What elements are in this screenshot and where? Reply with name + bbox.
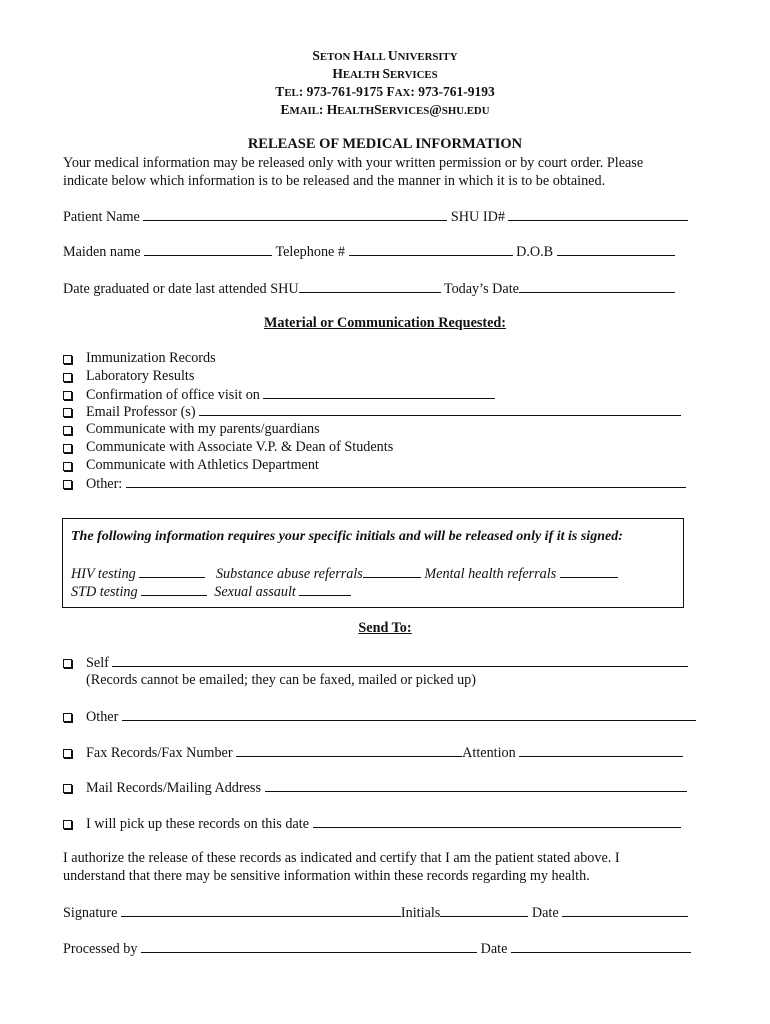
other-material-label: Other: bbox=[86, 476, 123, 492]
pickup-row bbox=[86, 815, 681, 833]
self-label: Self bbox=[86, 655, 109, 671]
date-graduated-label: Date graduated or date last attended SHU bbox=[63, 281, 299, 297]
substance-label: Substance abuse referrals bbox=[215, 566, 363, 582]
patient-name-label: Patient Name bbox=[63, 209, 140, 225]
laboratory-checkbox[interactable] bbox=[63, 373, 72, 382]
hiv-label: HIV testing bbox=[71, 566, 136, 582]
signature-date-label: Date bbox=[531, 905, 559, 921]
mail-label: Mail Records/Mailing Address bbox=[86, 780, 261, 796]
attention-field[interactable] bbox=[519, 744, 683, 757]
sensitive-row-1 bbox=[71, 565, 618, 583]
mail-checkbox[interactable] bbox=[63, 784, 72, 793]
sensitive-heading: The following information requires your specific initials and will be released only if it is signed: bbox=[71, 529, 623, 544]
processed-date-label: Date bbox=[480, 941, 508, 957]
pickup-checkbox[interactable] bbox=[63, 820, 72, 829]
pickup-label: I will pick up these records on this date bbox=[86, 816, 310, 832]
mental-initials-field[interactable] bbox=[560, 565, 618, 578]
telephone-label: Telephone # bbox=[275, 244, 345, 260]
maiden-name-label: Maiden name bbox=[63, 244, 141, 260]
fax-label: Fax Records/Fax Number bbox=[86, 745, 233, 761]
parents-checkbox[interactable] bbox=[63, 426, 72, 435]
self-checkbox[interactable] bbox=[63, 659, 72, 668]
other-recipient-field[interactable] bbox=[122, 708, 696, 721]
other-recipient-label: Other bbox=[86, 709, 119, 725]
fax-number-field[interactable] bbox=[236, 744, 462, 757]
email-professor-checkbox[interactable] bbox=[63, 408, 72, 417]
maiden-name-row bbox=[63, 243, 675, 261]
authorization-line-2: understand that there may be sensitive information within these records regarding my health. bbox=[63, 868, 590, 884]
hiv-initials-field[interactable] bbox=[139, 565, 205, 578]
patient-name-row bbox=[63, 208, 688, 226]
office-visit-checkbox[interactable] bbox=[63, 391, 72, 400]
shu-id-label: SHU ID# bbox=[450, 209, 505, 225]
maiden-name-field[interactable] bbox=[144, 243, 272, 256]
processed-row bbox=[63, 940, 691, 958]
fax-row bbox=[86, 744, 683, 762]
telephone-field[interactable] bbox=[349, 243, 513, 256]
todays-date-label: Today’s Date bbox=[443, 281, 519, 297]
signature-row bbox=[63, 904, 688, 922]
laboratory-label: Laboratory Results bbox=[86, 368, 195, 384]
mental-label: Mental health referrals bbox=[424, 566, 557, 582]
intro-line-2: indicate below which information is to be released and the manner in which it is to be obtained. bbox=[63, 173, 606, 189]
immunization-checkbox[interactable] bbox=[63, 355, 72, 364]
parents-label: Communicate with my parents/guardians bbox=[86, 421, 320, 437]
office-visit-label: Confirmation of office visit on bbox=[86, 387, 260, 403]
fax-checkbox[interactable] bbox=[63, 749, 72, 758]
email-professor-label: Email Professor (s) bbox=[86, 404, 196, 420]
signature-field[interactable] bbox=[121, 904, 401, 917]
assault-label: Sexual assault bbox=[214, 584, 296, 600]
org-name: SETON HALL UNIVERSITY bbox=[312, 48, 458, 63]
other-material-row bbox=[86, 475, 686, 493]
signature-label: Signature bbox=[63, 905, 118, 921]
sensitive-row-2 bbox=[71, 583, 351, 601]
email-professor-row bbox=[86, 403, 681, 421]
dob-field[interactable] bbox=[557, 243, 675, 256]
dean-checkbox[interactable] bbox=[63, 444, 72, 453]
office-visit-row bbox=[86, 386, 495, 404]
processed-by-field[interactable] bbox=[141, 940, 477, 953]
processed-date-field[interactable] bbox=[511, 940, 691, 953]
dean-label: Communicate with Associate V.P. & Dean of Students bbox=[86, 439, 394, 455]
substance-initials-field[interactable] bbox=[363, 565, 421, 578]
initials-field[interactable] bbox=[440, 904, 528, 917]
self-field[interactable] bbox=[112, 654, 688, 667]
self-row bbox=[86, 654, 688, 672]
other-material-checkbox[interactable] bbox=[63, 480, 72, 489]
processed-by-label: Processed by bbox=[63, 941, 138, 957]
email-address: EMAIL: HEALTHSERVICES@SHU.EDU bbox=[280, 102, 490, 117]
department-name: HEALTH SERVICES bbox=[332, 66, 438, 81]
todays-date-field[interactable] bbox=[519, 280, 675, 293]
mail-row bbox=[86, 779, 687, 797]
signature-date-field[interactable] bbox=[562, 904, 688, 917]
assault-initials-field[interactable] bbox=[299, 583, 351, 596]
send-to-heading: Send To: bbox=[358, 620, 412, 636]
intro-line-1: Your medical information may be released only with your written permission or by court order. Please bbox=[63, 155, 644, 171]
initials-label: Initials bbox=[400, 905, 441, 921]
email-professor-field[interactable] bbox=[199, 403, 681, 416]
authorization-line-1: I authorize the release of these records as indicated and certify that I am the patient stated above. I bbox=[63, 850, 620, 866]
athletics-label: Communicate with Athletics Department bbox=[86, 457, 319, 473]
athletics-checkbox[interactable] bbox=[63, 462, 72, 471]
date-graduated-field[interactable] bbox=[299, 280, 441, 293]
other-material-field[interactable] bbox=[126, 475, 686, 488]
patient-name-field[interactable] bbox=[143, 208, 447, 221]
pickup-date-field[interactable] bbox=[313, 815, 681, 828]
immunization-label: Immunization Records bbox=[86, 350, 216, 366]
dob-label: D.O.B bbox=[516, 244, 554, 260]
attention-label: Attention bbox=[462, 745, 516, 761]
other-recipient-checkbox[interactable] bbox=[63, 713, 72, 722]
shu-id-field[interactable] bbox=[508, 208, 688, 221]
phone-fax: TEL: 973-761-9175 FAX: 973-761-9193 bbox=[275, 84, 495, 99]
std-label: STD testing bbox=[71, 584, 138, 600]
self-note: (Records cannot be emailed; they can be faxed, mailed or picked up) bbox=[86, 672, 476, 688]
form-title: RELEASE OF MEDICAL INFORMATION bbox=[247, 136, 523, 152]
dates-row bbox=[63, 280, 675, 298]
material-heading: Material or Communication Requested: bbox=[263, 315, 507, 331]
office-visit-date-field[interactable] bbox=[263, 386, 495, 399]
other-recipient-row bbox=[86, 708, 696, 726]
mailing-address-field[interactable] bbox=[265, 779, 687, 792]
std-initials-field[interactable] bbox=[141, 583, 207, 596]
